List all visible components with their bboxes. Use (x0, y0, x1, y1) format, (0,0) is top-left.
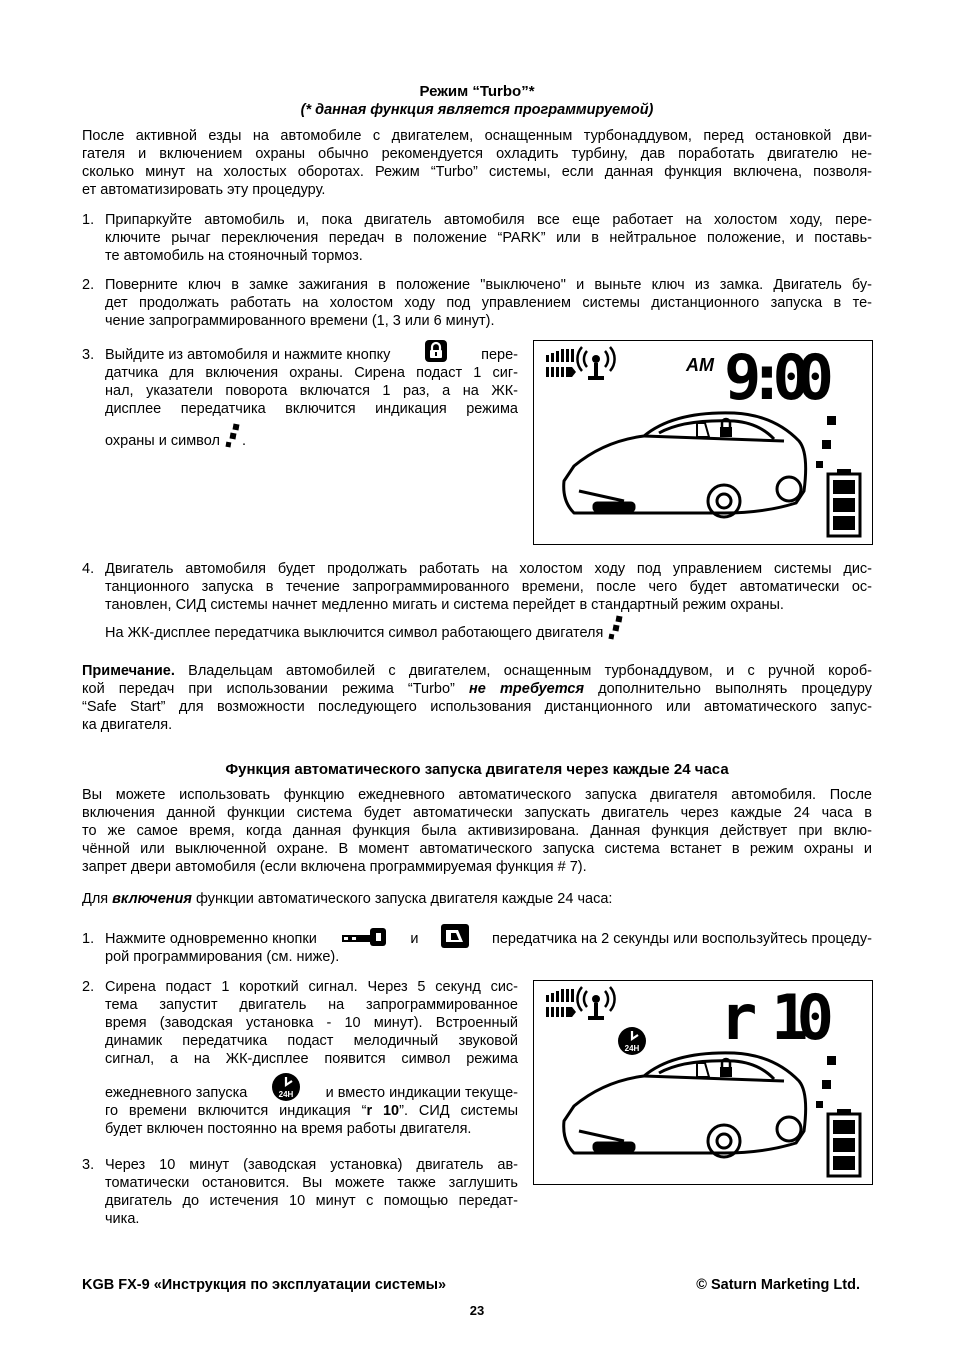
antenna-icon (577, 347, 614, 380)
step-4-extra (105, 624, 872, 642)
antenna-icon (577, 987, 614, 1020)
text-line: чённой или выключенной охране. В момент автоматического запуска система встанет в режим охраны и (82, 841, 872, 857)
text-span: дополнительно выполнять процедуру (598, 681, 873, 697)
daily-step-1-line-1 (105, 922, 872, 948)
footer-left: KGB FX-9 «Инструкция по эксплуатации системы» (82, 1277, 447, 1293)
engine-running-icon (607, 615, 625, 641)
step-4-text (105, 560, 872, 642)
text-span: включения (112, 891, 192, 907)
step-1-text (105, 211, 872, 265)
text-line: Поверните ключ в замке зажигания в положение "выключено" и выньте ключ из замка. Двигатель бу- (105, 277, 872, 293)
text-line: танционного запуска в течение запрограммированного времени, после чего будет автоматически ос- (105, 579, 872, 595)
text-span: r 10 (366, 1103, 400, 1119)
daily-intro (82, 786, 872, 876)
text-line: то же самое время, когда данная функция была активизирована. Данная функция действует при вклю- (82, 823, 872, 839)
car-icon (564, 413, 806, 517)
lock-button-icon (425, 340, 447, 362)
text-line: ключите рычаг переключения передач в положение “PARK” или в нейтральное положение, и поставь- (105, 230, 872, 246)
turbo-subtitle: (* данная функция является программируемой) (300, 102, 654, 118)
icon-24h-label: 24H (624, 1044, 640, 1053)
turbo-title: Режим “Turbo”* (419, 83, 535, 100)
list-number: 2. (82, 277, 95, 293)
text-span: го времени включится индикация “ (105, 1103, 367, 1119)
text-line: включения данной функции система будет автоматически запускать двигатель через каждые 24 часа в (82, 805, 872, 821)
text-line: тема запустит двигатель на запрограммированное (105, 997, 518, 1013)
text-line: время (заводская установка - 10 минут). Встроенный (105, 1015, 518, 1031)
lcd-display-value: r 10 (720, 981, 834, 1054)
text-span: ”. СИД системы (399, 1103, 518, 1119)
engine-running-icon (816, 416, 836, 468)
text-line: сколько минут на холостых оборотах. Режим “Turbo” системы, если данная функция включена, позволя- (82, 164, 872, 180)
engine-running-icon (816, 1056, 836, 1108)
note (82, 662, 872, 734)
list-number: 1. (82, 931, 95, 947)
text-line: ет автоматизировать эту процедуру. (82, 182, 326, 198)
note-label: Примечание. (82, 663, 175, 679)
daily-step-2 (105, 978, 518, 1138)
step-3-line-1 (105, 346, 518, 364)
text-line: двигатель до истечения 10 минут с помощью передат- (105, 1193, 518, 1209)
battery-icon (828, 1109, 860, 1176)
lcd-graphic (534, 341, 872, 544)
lcd-time: 9:00 (724, 341, 834, 414)
text-line: Вы можете использовать функцию ежедневного автоматического запуска двигателя автомобиля. После (82, 787, 872, 803)
text-line: После активной езды на автомобиле с двигателем, оснащенным турбонаддувом, перед остановкой дви- (82, 128, 872, 144)
text-span: На ЖК-дисплее передатчика выключится символ работающего двигателя (105, 625, 604, 641)
text-span: и (410, 931, 419, 947)
text-span: и вместо индикации текуще- (325, 1085, 518, 1101)
battery-icon (828, 469, 860, 536)
text-line: дет продолжать работать на холостом ходу под управлением системы дистанционного запуска в те- (105, 295, 872, 311)
text-span: Владельцам автомобилей с двигателем, оснащенным турбонаддувом, и с ручной короб- (188, 663, 872, 679)
text-line: томатически остановится. Вы можете также заглушить (105, 1175, 518, 1191)
daily-enable (82, 890, 612, 908)
text-line: дисплее передатчика включится индикация режима (105, 401, 518, 417)
text-span: охраны и символ (105, 433, 220, 449)
text-span: пере- (481, 347, 518, 363)
text-line: тановлен, СИД системы начнет медленно мигать и система перейдет в стандартный режим охраны. (105, 597, 784, 613)
daily-step-2-line-7 (105, 1102, 518, 1120)
step-2-text (105, 276, 872, 330)
engine-running-icon (224, 423, 242, 449)
text-line: сигнал, а на ЖК-дисплее появится символ режима (105, 1051, 518, 1067)
note-line-2 (82, 680, 872, 698)
list-number: 3. (82, 347, 95, 363)
text-line: будет включен постоянно на время работы двигателя. (105, 1121, 472, 1137)
lcd-graphic (534, 981, 872, 1184)
text-span: Выйдите из автомобиля и нажмите кнопку (105, 347, 391, 363)
text-line: ка двигателя. (82, 717, 173, 733)
daily-step-2-line-6 (105, 1074, 518, 1102)
lcd-display-armed (533, 340, 873, 545)
text-line: Сирена подаст 1 короткий сигнал. Через 5 секунд сис- (105, 979, 518, 995)
trunk-button-icon (441, 924, 469, 948)
list-number: 1. (82, 212, 95, 228)
turbo-intro (82, 127, 872, 199)
text-line: рой программирования (см. ниже). (105, 949, 340, 965)
daily-step-3 (105, 1156, 518, 1228)
text-line: чика. (105, 1211, 140, 1227)
step-3-text (105, 346, 518, 450)
text-span: кой передач при использовании режима “Turbo” (82, 681, 455, 697)
text-span: ежедневного запуска (105, 1085, 248, 1101)
text-span: не требуется (469, 681, 584, 697)
text-span: функции автоматического запуска двигателя каждые 24 часа: (196, 891, 613, 907)
text-line: чение запрограммированного времени (1, 3 или 6 минут). (105, 313, 495, 329)
key-button-icon (340, 926, 388, 948)
note-line-1 (82, 662, 872, 680)
lcd-am: AM (686, 355, 714, 375)
text-line: гателя и включением охраны обычно рекомендуется охладить турбину, дав поработать двигателю не- (82, 146, 872, 162)
signal-strength-icon (546, 989, 576, 1017)
text-line: те автомобиль на стояночный тормоз. (105, 248, 363, 264)
text-line: Припаркуйте автомобиль и, пока двигатель автомобиля все еще работает на холостом ходу, пере- (105, 212, 872, 228)
daily-start-24h-icon (618, 1027, 646, 1055)
text-line: датчика для включения охраны. Сирена подаст 1 сиг- (105, 365, 518, 381)
list-number: 4. (82, 561, 95, 577)
icon-24h-label: 24H (279, 1090, 294, 1099)
page-number: 23 (469, 1303, 485, 1318)
daily-start-24h-icon (270, 1072, 302, 1102)
text-span: Для (82, 891, 109, 907)
step-3-last-line (105, 432, 518, 450)
daily-step-1 (105, 922, 872, 966)
text-line: нал, указатели поворота включатся 1 раз, а на ЖК- (105, 383, 518, 399)
signal-strength-icon (546, 349, 576, 377)
lcd-display-daily (533, 980, 873, 1185)
text-line: Через 10 минут (заводская установка) двигатель ав- (105, 1157, 518, 1173)
car-icon (564, 1053, 806, 1157)
text-line: запрет двери автомобиля (если включена программируемая функция # 7). (82, 859, 587, 875)
list-number: 3. (82, 1157, 95, 1173)
text-span: Нажмите одновременно кнопки (105, 931, 317, 947)
text-span: передатчика на 2 секунды или воспользуйтесь процеду- (492, 931, 872, 947)
footer-right: © Saturn Marketing Ltd. (696, 1277, 860, 1293)
text-line: “Safe Start” для возможности последующего использования дистанционного или автоматического запус- (82, 699, 872, 715)
text-line: динамик передатчика подаст мелодичный звуковой (105, 1033, 518, 1049)
list-number: 2. (82, 979, 95, 995)
text-span: . (241, 433, 246, 449)
daily-title: Функция автоматического запуска двигателя через каждые 24 часа (225, 761, 729, 778)
text-line: Двигатель автомобиля будет продолжать работать на холостом ходу под управлением системы дис- (105, 561, 872, 577)
